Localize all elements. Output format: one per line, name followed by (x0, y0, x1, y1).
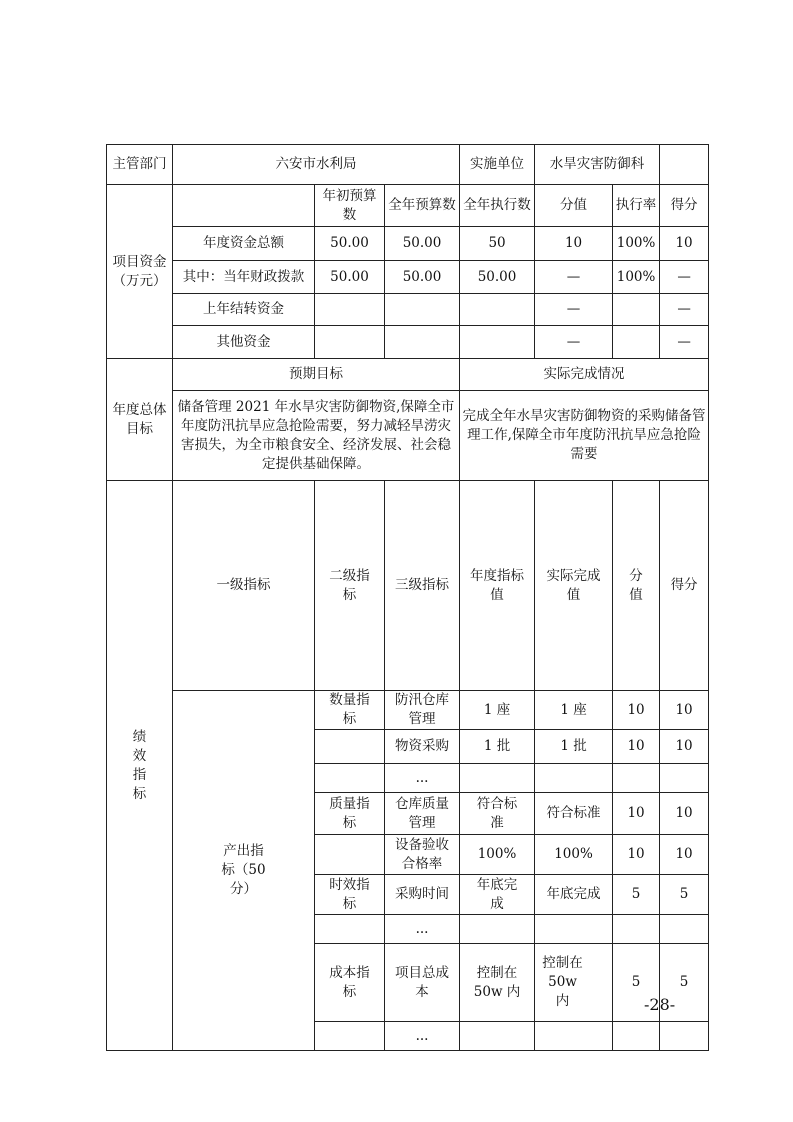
indicator-score: 10 (660, 691, 709, 730)
indicator-score: 10 (660, 793, 709, 835)
col-annual-budget: 全年预算数 (385, 185, 460, 227)
indicator-actual (535, 1022, 613, 1051)
funds-initial: 50.00 (315, 261, 385, 294)
funds-executed (460, 294, 535, 326)
level2-indicator: 质量指标 (315, 793, 385, 835)
funds-score: — (660, 294, 709, 326)
empty-cell (660, 145, 709, 185)
funds-row (107, 326, 709, 359)
level3-indicator: 防汛仓库管理 (385, 691, 460, 730)
funds-initial (315, 326, 385, 359)
indicator-target: 符合标准 (460, 793, 535, 835)
indicator-score-value (613, 1022, 660, 1051)
level3-indicator: ... (385, 915, 460, 944)
dept-value: 六安市水利局 (173, 145, 460, 185)
indicator-score (660, 1022, 709, 1051)
indicator-actual (535, 915, 613, 944)
level2-indicator (315, 730, 385, 764)
level3-indicator: 设备验收合格率 (385, 835, 460, 875)
funds-row-label: 上年结转资金 (173, 294, 315, 326)
funds-rate (613, 326, 660, 359)
indicator-actual: 控制在 50w 内 (535, 944, 613, 1022)
indicator-target: 1 批 (460, 730, 535, 764)
indicator-actual (535, 764, 613, 793)
goals-content-row (107, 391, 709, 481)
funds-annual: 50.00 (385, 227, 460, 261)
funds-executed: 50.00 (460, 261, 535, 294)
indicator-row (107, 691, 709, 730)
goals-label: 年度总体目标 (107, 359, 173, 481)
funds-rate: 100% (613, 227, 660, 261)
indicator-actual: 1 批 (535, 730, 613, 764)
col-initial-budget: 年初预算数 (315, 185, 385, 227)
funds-score: — (660, 326, 709, 359)
level2-indicator (315, 835, 385, 875)
funds-rate (613, 294, 660, 326)
funds-executed: 50 (460, 227, 535, 261)
col-annual-executed: 全年执行数 (460, 185, 535, 227)
funds-row-label: 年度资金总额 (173, 227, 315, 261)
level2-indicator: 时效指标 (315, 875, 385, 915)
performance-evaluation-table (106, 144, 709, 1051)
expected-goal-header: 预期目标 (173, 359, 460, 391)
indicator-actual: 1 座 (535, 691, 613, 730)
funds-score: 10 (660, 227, 709, 261)
indicator-target: 100% (460, 835, 535, 875)
funds-row-label: 其中：当年财政拨款 (173, 261, 315, 294)
funds-row-label: 其他资金 (173, 326, 315, 359)
funds-initial: 50.00 (315, 227, 385, 261)
expected-goal-text: 储备管理 2021 年水旱灾害防御物资,保障全市年度防汛抗旱应急抢险需要，努力减轻旱涝灾害损失，为全市粮食安全、经济发展、社会稳定提供基础保障。 (173, 391, 460, 481)
indicator-actual: 符合标准 (535, 793, 613, 835)
funds-label: 项目资金（万元） (107, 185, 173, 359)
indicator-score-value (613, 915, 660, 944)
funds-row (107, 294, 709, 326)
funds-annual (385, 294, 460, 326)
indicator-target (460, 915, 535, 944)
indicator-score: 5 (660, 875, 709, 915)
unit-value: 水旱灾害防御科 (535, 145, 660, 185)
indicator-score-value: 10 (613, 793, 660, 835)
indicator-actual: 100% (535, 835, 613, 875)
goals-header-row (107, 359, 709, 391)
col-score: 得分 (660, 185, 709, 227)
level2-indicator (315, 915, 385, 944)
indicator-score-value: 5 (613, 944, 660, 1022)
col-level1: 一级指标 (173, 481, 315, 691)
funds-score-value: 10 (535, 227, 613, 261)
funds-rate: 100% (613, 261, 660, 294)
level3-indicator: ... (385, 1022, 460, 1051)
level3-indicator: 采购时间 (385, 875, 460, 915)
funds-row (107, 261, 709, 294)
funds-score-value: — (535, 261, 613, 294)
funds-score-value: — (535, 326, 613, 359)
indicator-score: 5 (660, 944, 709, 1022)
level3-indicator: 物资采购 (385, 730, 460, 764)
level3-indicator: ... (385, 764, 460, 793)
indicator-score (660, 915, 709, 944)
indicator-target: 年底完成 (460, 875, 535, 915)
col-level3: 三级指标 (385, 481, 460, 691)
actual-result-text: 完成全年水旱灾害防御物资的采购储备管理工作,保障全市年度防汛抗旱应急抢险需要 (460, 391, 709, 481)
funds-executed (460, 326, 535, 359)
indicator-score (660, 764, 709, 793)
funds-initial (315, 294, 385, 326)
level2-indicator (315, 1022, 385, 1051)
col-score-value: 分值 (613, 481, 660, 691)
col-score-value: 分值 (535, 185, 613, 227)
level3-indicator: 仓库质量管理 (385, 793, 460, 835)
col-actual: 实际完成值 (535, 481, 613, 691)
level1-output-indicator: 产出指标（50 分） (173, 691, 315, 1051)
level3-indicator: 项目总成本 (385, 944, 460, 1022)
funds-annual: 50.00 (385, 261, 460, 294)
indicator-target: 控制在 50w 内 (460, 944, 535, 1022)
funds-score-value: — (535, 294, 613, 326)
empty-cell (173, 185, 315, 227)
header-row (107, 145, 709, 185)
indicator-score: 10 (660, 730, 709, 764)
unit-label: 实施单位 (460, 145, 535, 185)
indicator-score-value (613, 764, 660, 793)
dept-label: 主管部门 (107, 145, 173, 185)
indicator-score-value: 5 (613, 875, 660, 915)
level2-indicator: 成本指标 (315, 944, 385, 1022)
col-execution-rate: 执行率 (613, 185, 660, 227)
page-number: -28- (644, 995, 676, 1014)
indicator-header-row (107, 481, 709, 691)
performance-label: 绩效指标 (107, 481, 173, 1051)
col-target: 年度指标值 (460, 481, 535, 691)
indicator-score-value: 10 (613, 835, 660, 875)
level2-indicator: 数量指标 (315, 691, 385, 730)
indicator-actual: 年底完成 (535, 875, 613, 915)
indicator-score-value: 10 (613, 691, 660, 730)
col-score: 得分 (660, 481, 709, 691)
funds-header-row (107, 185, 709, 227)
level2-indicator (315, 764, 385, 793)
indicator-score-value: 10 (613, 730, 660, 764)
indicator-target (460, 764, 535, 793)
funds-score: — (660, 261, 709, 294)
funds-row (107, 227, 709, 261)
indicator-score: 10 (660, 835, 709, 875)
col-level2: 二级指标 (315, 481, 385, 691)
indicator-target (460, 1022, 535, 1051)
indicator-target: 1 座 (460, 691, 535, 730)
actual-result-header: 实际完成情况 (460, 359, 709, 391)
funds-annual (385, 326, 460, 359)
